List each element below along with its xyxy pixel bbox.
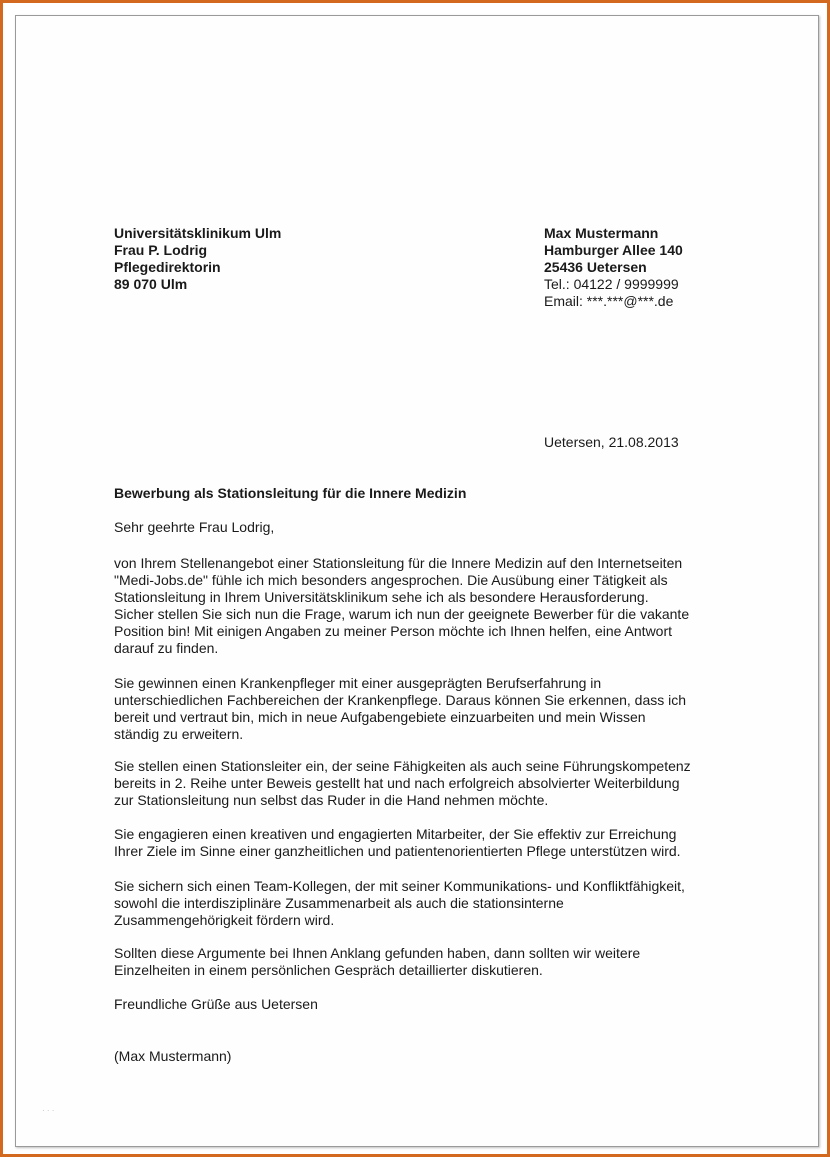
sender-phone: Tel.: 04122 / 9999999: [544, 276, 679, 292]
paragraph-line: Sie gewinnen einen Krankenpfleger mit einer ausgeprägten Berufserfahrung in: [114, 675, 602, 691]
paragraph-line: Einzelheiten in einem persönlichen Gespräch detaillierter diskutieren.: [114, 962, 543, 978]
recipient-role: Pflegedirektorin: [114, 259, 221, 275]
body-paragraph: [114, 878, 685, 929]
paragraph-line: darauf zu finden.: [114, 640, 219, 656]
recipient-contact: Frau P. Lodrig: [114, 242, 208, 258]
body-paragraph: [114, 826, 681, 860]
paragraph-line: Ihrer Ziele im Sinne einer ganzheitlichen und patientenorientierten Pflege unterstützen wird.: [114, 843, 681, 859]
scan-mark: · · ·: [42, 1106, 55, 1115]
letter-signature: (Max Mustermann): [114, 1048, 232, 1064]
paragraph-line: von Ihrem Stellenangebot einer Stationsleitung für die Innere Medizin auf den Internetseiten: [114, 555, 683, 571]
letter-page: [15, 15, 819, 1147]
paragraph-line: Sie sichern sich einen Team-Kollegen, der mit seiner Kommunikations- und Konfliktfähigkeit,: [114, 878, 685, 894]
body-paragraph: [114, 555, 689, 657]
paragraph-line: sowohl die interdisziplinäre Zusammenarbeit als auch die stationsinterne: [114, 895, 564, 911]
letter-salutation: Sehr geehrte Frau Lodrig,: [114, 519, 275, 535]
recipient-city: 89 070 Ulm: [114, 276, 188, 292]
letter-closing: Freundliche Grüße aus Uetersen: [114, 996, 318, 1012]
paragraph-line: bereits in 2. Reihe unter Beweis gestellt hat und nach erfolgreich absolvierter Weiterbildung: [114, 775, 680, 791]
paragraph-line: zur Stationsleitung nun selbst das Ruder in die Hand nehmen möchte.: [114, 792, 549, 808]
body-paragraph: [114, 758, 691, 809]
sender-address: [544, 225, 683, 310]
paragraph-line: Zusammengehörigkeit fördern wird.: [114, 912, 335, 928]
recipient-address: [114, 225, 281, 293]
paragraph-line: Sicher stellen Sie sich nun die Frage, warum ich nun der geeignete Bewerber für die vakante: [114, 606, 690, 622]
paragraph-line: unterschiedlichen Fachbereichen der Krankenpflege. Daraus können Sie erkennen, dass ich: [114, 692, 687, 708]
paragraph-line: Sollten diese Argumente bei Ihnen Anklang gefunden haben, dann sollten wir weitere: [114, 945, 641, 961]
sender-name: Max Mustermann: [544, 225, 659, 241]
letter-date: Uetersen, 21.08.2013: [544, 434, 679, 450]
letter-subject: Bewerbung als Stationsleitung für die Innere Medizin: [114, 485, 467, 501]
sender-street: Hamburger Allee 140: [544, 242, 683, 258]
paragraph-line: Sie engagieren einen kreativen und engagierten Mitarbeiter, der Sie effektiv zur Erreichung: [114, 826, 677, 842]
body-paragraph: [114, 945, 640, 979]
body-paragraph: [114, 675, 686, 743]
paragraph-line: Sie stellen einen Stationsleiter ein, der seine Fähigkeiten als auch seine Führungskompetenz: [114, 758, 691, 774]
sender-email: Email: ***.***@***.de: [544, 293, 674, 309]
paragraph-line: "Medi-Jobs.de" fühle ich mich besonders angesprochen. Die Ausübung einer Tätigkeit als: [114, 572, 668, 588]
paragraph-line: Stationsleitung in Ihrem Universitätsklinikum sehe ich als besondere Herausforderung.: [114, 589, 649, 605]
recipient-name: Universitätsklinikum Ulm: [114, 225, 282, 241]
paragraph-line: ständig zu erweitern.: [114, 726, 244, 742]
sender-city: 25436 Uetersen: [544, 259, 647, 275]
paragraph-line: bereit und vertraut bin, mich in neue Aufgabengebiete einzuarbeiten und mein Wissen: [114, 709, 646, 725]
paragraph-line: Position bin! Mit einigen Angaben zu meiner Person möchte ich Ihnen helfen, eine Antwort: [114, 623, 673, 639]
